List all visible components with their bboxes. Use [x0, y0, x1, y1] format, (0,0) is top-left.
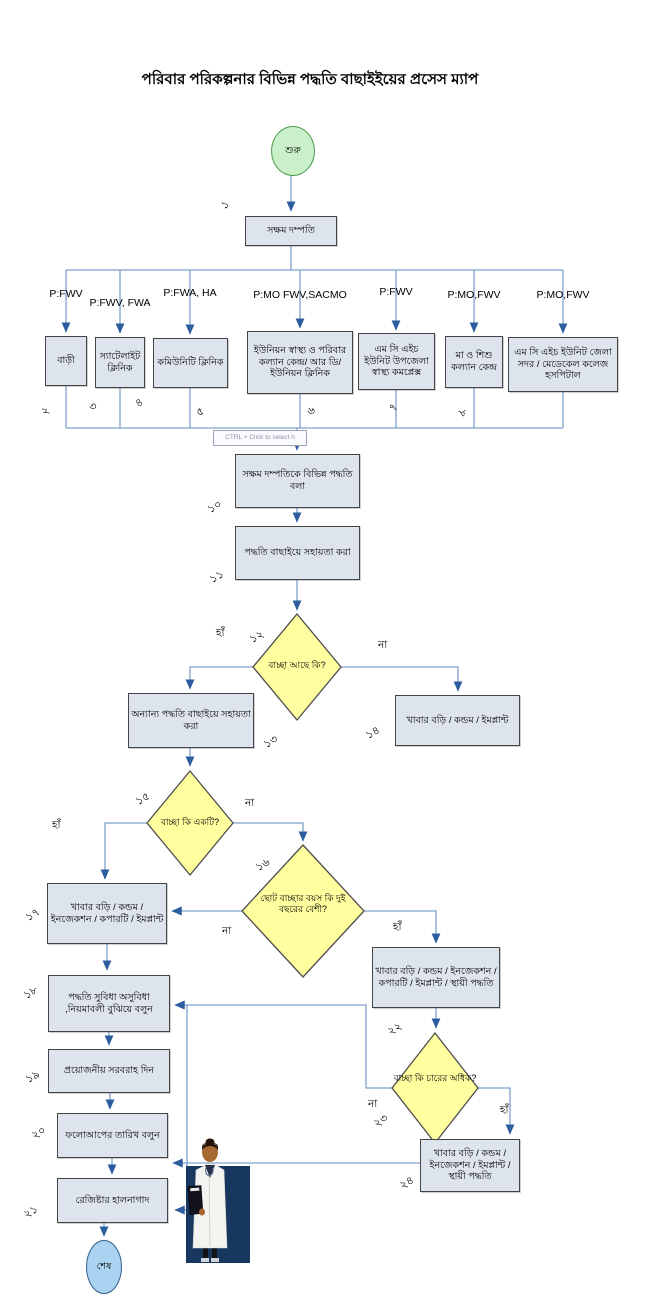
- step-number-8: ৮: [457, 406, 470, 421]
- decision-youngest-over-two: ছোট বাচ্ছার বয়স কি দুই বছরের বেশী?: [260, 893, 346, 915]
- provider-label-5: P:FWV: [379, 286, 413, 298]
- step-number-6: ৬: [305, 404, 318, 419]
- label-no-one-child: না: [245, 797, 255, 809]
- decision-has-children: বাচ্ছা আছে কি?: [268, 660, 326, 670]
- step-number-18: ১৮: [21, 984, 41, 1002]
- step-number-1: ১: [219, 198, 232, 213]
- node-help-select-method: পদ্ধতি বাছাইয়ে সহায়তা করা: [235, 526, 360, 580]
- node-satellite-clinic: স্যাটেলাইট ক্লিনিক: [95, 337, 145, 388]
- decision-more-than-four-children: বাচ্ছা কি চারের অধিক?: [393, 1073, 477, 1083]
- decision-one-child: বাচ্ছা কি একটি?: [160, 817, 220, 827]
- node-update-register: রেজিষ্টার হালনাগাদ: [57, 1178, 168, 1223]
- provider-label-2: P:FWV, FWA: [89, 297, 151, 309]
- step-number-17: ১৭: [23, 906, 43, 924]
- label-no-more-than-four: না: [368, 1098, 378, 1110]
- provider-label-6: P:MO,FWV: [447, 289, 501, 301]
- provider-label-1: P:FWV: [49, 288, 83, 300]
- node-start: শুরু: [271, 126, 315, 176]
- step-number-14: ১৪: [363, 724, 383, 742]
- label-yes-has-children: হাঁ: [216, 627, 225, 639]
- label-yes-more-than-four: হাঁ: [500, 1104, 509, 1116]
- node-help-select-other-methods: অন্যান্য পদ্ধতি বাছাইয়ে সহায়তা করা: [128, 693, 254, 748]
- step-number-13: ১৩: [261, 733, 281, 751]
- label-no-has-children: না: [378, 639, 388, 651]
- step-number-10: ১০: [205, 498, 225, 516]
- provider-label-3: P:FWA, HA: [163, 287, 217, 299]
- node-community-clinic: কমিউনিটি ক্লিনিক: [153, 338, 228, 388]
- label-yes-over-two: হাঁ: [393, 921, 402, 933]
- decision-more-than-four-shape: [392, 1033, 478, 1143]
- label-no-over-two: না: [222, 925, 232, 937]
- step-number-23: ২৩: [371, 1112, 391, 1130]
- node-eligible-couple: সক্ষম দম্পতি: [245, 216, 337, 246]
- node-method-options-spacing: খাবার বড়ি / কন্ডম / ইনজেকশন / কপারটি / ইমপ্লান্ট: [47, 883, 167, 944]
- step-number-5: ৫: [194, 405, 207, 420]
- step-number-2: ২: [39, 404, 52, 419]
- step-number-3: ৩: [87, 400, 100, 415]
- node-mch-unit-district: এম সি এইচ ইউনিট জেলা সদর / মেডেকেল কলেজ হসপিটাল: [508, 337, 618, 392]
- step-number-12: ১২: [247, 628, 267, 646]
- node-home: বাড়ী: [45, 336, 87, 386]
- step-number-16: ১৬: [253, 856, 273, 874]
- step-number-4: ৪: [133, 396, 146, 411]
- node-tell-followup-date: ফলোআপের তারিখ বলুন: [57, 1113, 168, 1158]
- step-number-21: ২১: [21, 1203, 41, 1221]
- selection-tooltip: CTRL + Click to select h: [213, 430, 307, 446]
- node-mother-child-welfare-center: মা ও শিশু কল্যান কেন্দ্র: [445, 336, 503, 388]
- node-method-options-with-permanent: খাবার বড়ি / কন্ডম / ইনজেকশন / কপারটি / ইমপ্লান্ট / স্থায়ী পদ্ধতি: [372, 947, 500, 1008]
- node-method-options-permanent-2: খাবার বড়ি / কন্ডম / ইনজেকশন / ইমপ্লান্ট / স্থায়ী পদ্ধতি: [420, 1139, 520, 1192]
- node-mch-unit-upazila: এম সি এইচ ইউনিট উপজেলা স্বাস্থ্য কমপ্লেক্স: [358, 333, 435, 390]
- step-number-20: ২০: [29, 1124, 49, 1142]
- page-title: পরিবার পরিকল্পনার বিভিন্ন পদ্ধতি বাছাইইয়ের প্রসেস ম্যাপ: [141, 71, 479, 88]
- doctor-clipart: [182, 1138, 254, 1266]
- step-number-19: ১৯: [23, 1068, 43, 1086]
- node-pill-condom-implant: খাবার বড়ি / কন্ডম / ইমপ্লান্ট: [395, 695, 520, 746]
- provider-label-7: P:MO,FWV: [536, 289, 590, 301]
- node-give-supplies: প্রয়োজনীয় সরবরাহ দিন: [48, 1049, 170, 1093]
- node-tell-methods: সক্ষম দম্পতিকে বিভিন্ন পদ্ধতি বলা: [235, 454, 360, 508]
- step-number-22: ২২: [385, 1020, 405, 1038]
- provider-label-4: P:MO FWV,SACMO: [253, 289, 347, 301]
- node-union-health-center: ইউনিয়ন স্বাস্থ্য ও পরিবার কল্যান কেন্দ্র/ আর ডি/ ইউনিয়ন ক্লিনিক: [247, 331, 353, 394]
- label-yes-one-child: হাঁ: [52, 819, 61, 831]
- step-number-24: ২৪: [397, 1174, 417, 1192]
- step-number-11: ১১: [207, 568, 227, 586]
- node-explain-method-rules: পদ্ধতি সুবিধা অসুবিধা ,নিয়মাবলী বুঝিয়ে বলুন: [48, 975, 170, 1032]
- step-number-7: ৭: [387, 401, 400, 416]
- step-number-15: ১৫: [133, 790, 153, 808]
- node-end: শেষ: [86, 1240, 122, 1294]
